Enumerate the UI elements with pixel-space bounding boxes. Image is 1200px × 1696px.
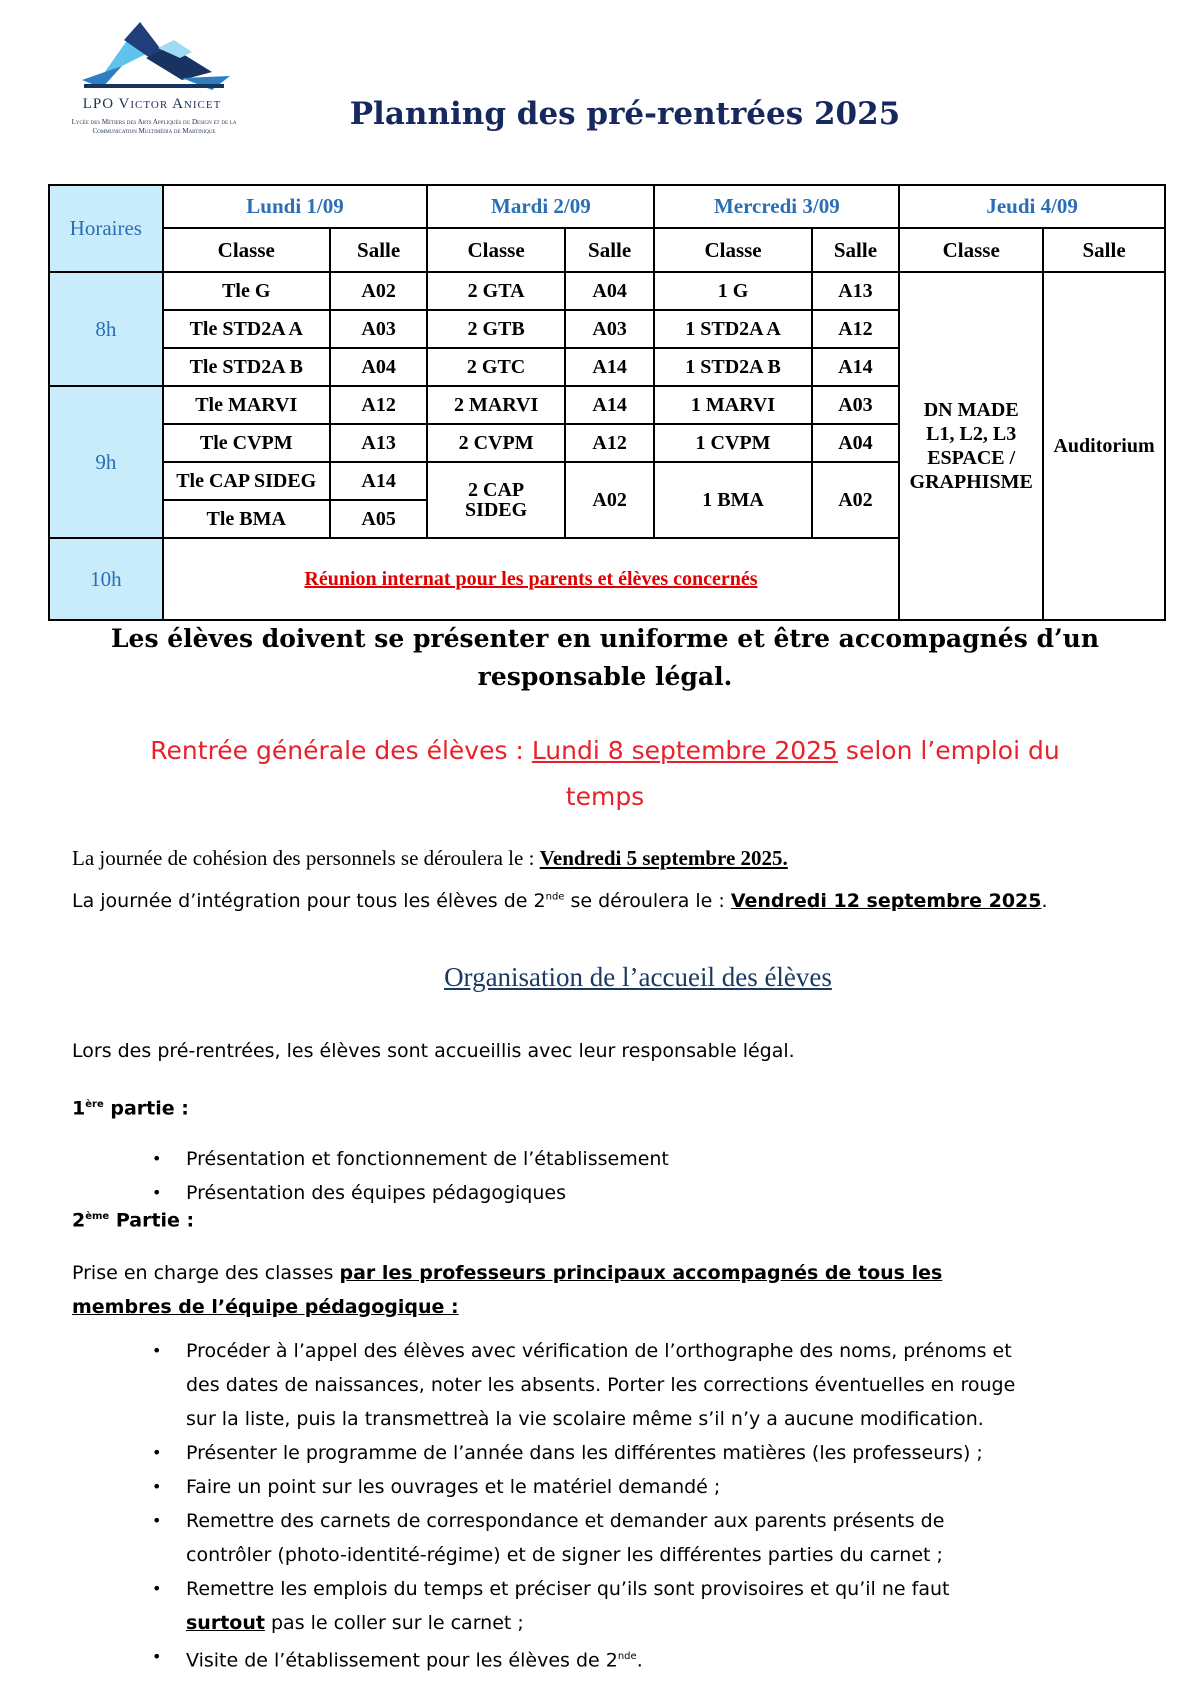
table-cell: A12 — [330, 386, 428, 424]
intro-paragraph: Lors des pré-rentrées, les élèves sont accueillis avec leur responsable légal. — [72, 1040, 795, 1062]
table-cell: Tle BMA — [163, 500, 330, 538]
table-cell: A02 — [565, 462, 655, 538]
hour-10h: 10h — [49, 538, 163, 620]
cohesion-line — [72, 846, 788, 871]
prise-line — [72, 1256, 942, 1290]
table-cell: A14 — [565, 348, 655, 386]
table-cell: A13 — [330, 424, 428, 462]
part2-num: 2 — [72, 1209, 86, 1232]
hour-9h: 9h — [49, 386, 163, 538]
day-header-jeudi: Jeudi 4/09 — [899, 185, 1165, 228]
jeudi-classe-line: ESPACE / — [927, 447, 1016, 469]
day-header-mardi: Mardi 2/09 — [427, 185, 654, 228]
list-item — [140, 1504, 1015, 1572]
table-cell: A02 — [330, 272, 428, 310]
table-cell: A03 — [812, 386, 900, 424]
list-item-line: • Faire un point sur les ouvrages et le matériel demandé ; — [186, 1476, 721, 1498]
notice-line: Les élèves doivent se présenter en uniforme et être accompagnés d’un — [110, 624, 1100, 653]
classe-header: Classe — [427, 228, 564, 272]
prise-bold: par les professeurs principaux accompagnés de tous les — [339, 1262, 943, 1284]
table-cell: A12 — [812, 310, 900, 348]
table-cell: A04 — [812, 424, 900, 462]
part1-list — [140, 1142, 669, 1210]
part1-num: 1 — [72, 1097, 86, 1120]
day-header-mercredi: Mercredi 3/09 — [654, 185, 899, 228]
list-item — [140, 1640, 1015, 1677]
integration-text: La journée d’intégration pour tous les élèves de 2 — [72, 890, 546, 912]
rentree-suffix: selon l’emploi du — [837, 736, 1060, 765]
logo-emblem-icon — [62, 18, 242, 98]
jeudi-classe-cell — [899, 272, 1043, 620]
list-item-line: contrôler (photo-identité-régime) et de signer les différentes parties du carnet ; — [186, 1544, 943, 1566]
mardi-cap-line: 2 CAP — [468, 479, 525, 501]
list-item-line: • Remettre les emplois du temps et préciser qu’ils sont provisoires et qu’il ne faut — [186, 1578, 950, 1600]
list-item-line: sur la liste, puis la transmettreà la vie scolaire même s’il n’y a aucune modification. — [186, 1408, 984, 1430]
logo-subtitle: Lycée des Métiers des Arts Appliqués du Design et de la Communication Multimédia de Martinique — [71, 118, 237, 135]
table-cell: 2 CVPM — [427, 424, 564, 462]
integration-date: Vendredi 12 septembre 2025 — [730, 890, 1042, 912]
table-cell: 2 GTC — [427, 348, 564, 386]
rentree-date: Lundi 8 septembre 2025 — [531, 736, 838, 765]
table-cell: A12 — [565, 424, 655, 462]
salle-header: Salle — [812, 228, 900, 272]
list-item-line: • Présenter le programme de l’année dans les différentes matières (les professeurs) ; — [186, 1442, 983, 1464]
table-cell: A03 — [330, 310, 428, 348]
table-cell: A14 — [565, 386, 655, 424]
horaires-header: Horaires — [49, 185, 163, 272]
table-cell: A14 — [812, 348, 900, 386]
classe-header: Classe — [899, 228, 1043, 272]
table-cell: 2 GTB — [427, 310, 564, 348]
jeudi-classe-line: L1, L2, L3 — [926, 423, 1017, 445]
part2-sup: ème — [85, 1211, 110, 1222]
integration-sup: nde — [545, 891, 565, 903]
reunion-internat: Réunion internat pour les parents et élèves concernés — [163, 538, 900, 620]
table-cell: A05 — [330, 500, 428, 538]
list-item-line: • Procéder à l’appel des élèves avec vérification de l’orthographe des noms, prénoms et — [186, 1340, 1012, 1362]
table-cell: A02 — [812, 462, 900, 538]
table-cell: Tle STD2A B — [163, 348, 330, 386]
integration-text2: se déroulera le : — [564, 890, 731, 912]
list-item-text: pas le coller sur le carnet ; — [264, 1612, 524, 1634]
organisation-title: Organisation de l’accueil des élèves — [444, 962, 832, 992]
prise-bold: membres de l’équipe pédagogique : — [72, 1296, 459, 1318]
table-cell: Tle CAP SIDEG — [163, 462, 330, 500]
rentree-line — [60, 728, 1150, 774]
logo-name: LPO Victor Anicet — [82, 96, 222, 112]
table-cell: A14 — [330, 462, 428, 500]
salle-header: Salle — [330, 228, 428, 272]
part2-label: Partie : — [109, 1209, 195, 1232]
hour-8h: 8h — [49, 272, 163, 386]
rentree-prefix: Rentrée générale des élèves : — [150, 736, 532, 765]
visite-sup: nde — [617, 1651, 637, 1662]
table-cell: A04 — [565, 272, 655, 310]
prise-line — [72, 1290, 942, 1324]
jeudi-classe-line: GRAPHISME — [909, 471, 1033, 493]
day-header-lundi: Lundi 1/09 — [163, 185, 428, 228]
prise-en-charge — [72, 1256, 942, 1324]
jeudi-classe-line: DN MADE — [923, 399, 1019, 421]
mardi-cap-line: SIDEG — [464, 499, 528, 521]
jeudi-salle-cell: Auditorium — [1043, 272, 1165, 620]
list-item: • Présentation et fonctionnement de l’établissement — [140, 1142, 669, 1176]
surtout-emphasis: surtout — [186, 1612, 265, 1634]
mardi-cap-cell — [427, 462, 564, 538]
cohesion-text: La journée de cohésion des personnels se déroulera le : — [72, 846, 540, 870]
list-item-line — [186, 1606, 1015, 1640]
page-title: Planning des pré-rentrées 2025 — [349, 96, 901, 132]
notice-line: responsable légal. — [477, 662, 733, 691]
integration-line — [72, 890, 1048, 912]
classe-header: Classe — [163, 228, 330, 272]
table-cell: A03 — [565, 310, 655, 348]
schedule-table — [48, 184, 1166, 621]
rentree-generale — [60, 728, 1150, 820]
table-cell: A04 — [330, 348, 428, 386]
list-item-end: . — [636, 1649, 643, 1672]
table-cell: 1 MARVI — [654, 386, 811, 424]
table-cell: Tle CVPM — [163, 424, 330, 462]
salle-header: Salle — [565, 228, 655, 272]
list-item: • Présentation des équipes pédagogiques — [140, 1176, 669, 1210]
list-item — [140, 1334, 1015, 1436]
list-item — [140, 1436, 1015, 1470]
table-cell: 1 STD2A A — [654, 310, 811, 348]
part2-heading — [72, 1200, 194, 1237]
cohesion-date: Vendredi 5 septembre 2025. — [539, 846, 788, 870]
part1-sup: ère — [85, 1099, 104, 1110]
school-logo — [52, 18, 252, 160]
table-cell: 2 MARVI — [427, 386, 564, 424]
table-cell: 1 G — [654, 272, 811, 310]
salle-header: Salle — [1043, 228, 1165, 272]
list-item — [140, 1572, 1015, 1640]
list-item-text: Visite de l’établissement pour les élèves de 2 — [186, 1649, 618, 1672]
table-cell: 1 STD2A B — [654, 348, 811, 386]
table-cell: Tle G — [163, 272, 330, 310]
list-item-line: des dates de naissances, noter les absents. Porter les corrections éventuelles en rouge — [186, 1374, 1016, 1396]
rentree-line2: temps — [565, 782, 645, 811]
table-cell: 1 BMA — [654, 462, 811, 538]
part2-list — [140, 1334, 1015, 1677]
table-row — [49, 272, 1165, 310]
part1-heading — [72, 1088, 189, 1125]
table-cell: Tle STD2A A — [163, 310, 330, 348]
list-item-line: • Remettre des carnets de correspondance et demander aux parents présents de — [186, 1510, 945, 1532]
classe-header: Classe — [654, 228, 811, 272]
table-cell: 1 CVPM — [654, 424, 811, 462]
prise-text: Prise en charge des classes — [72, 1262, 340, 1284]
table-cell: Tle MARVI — [163, 386, 330, 424]
uniform-notice — [60, 620, 1150, 696]
table-cell: 2 GTA — [427, 272, 564, 310]
part1-label: partie : — [103, 1097, 189, 1120]
integration-end: . — [1041, 890, 1048, 912]
list-item — [140, 1470, 1015, 1504]
table-cell: A13 — [812, 272, 900, 310]
